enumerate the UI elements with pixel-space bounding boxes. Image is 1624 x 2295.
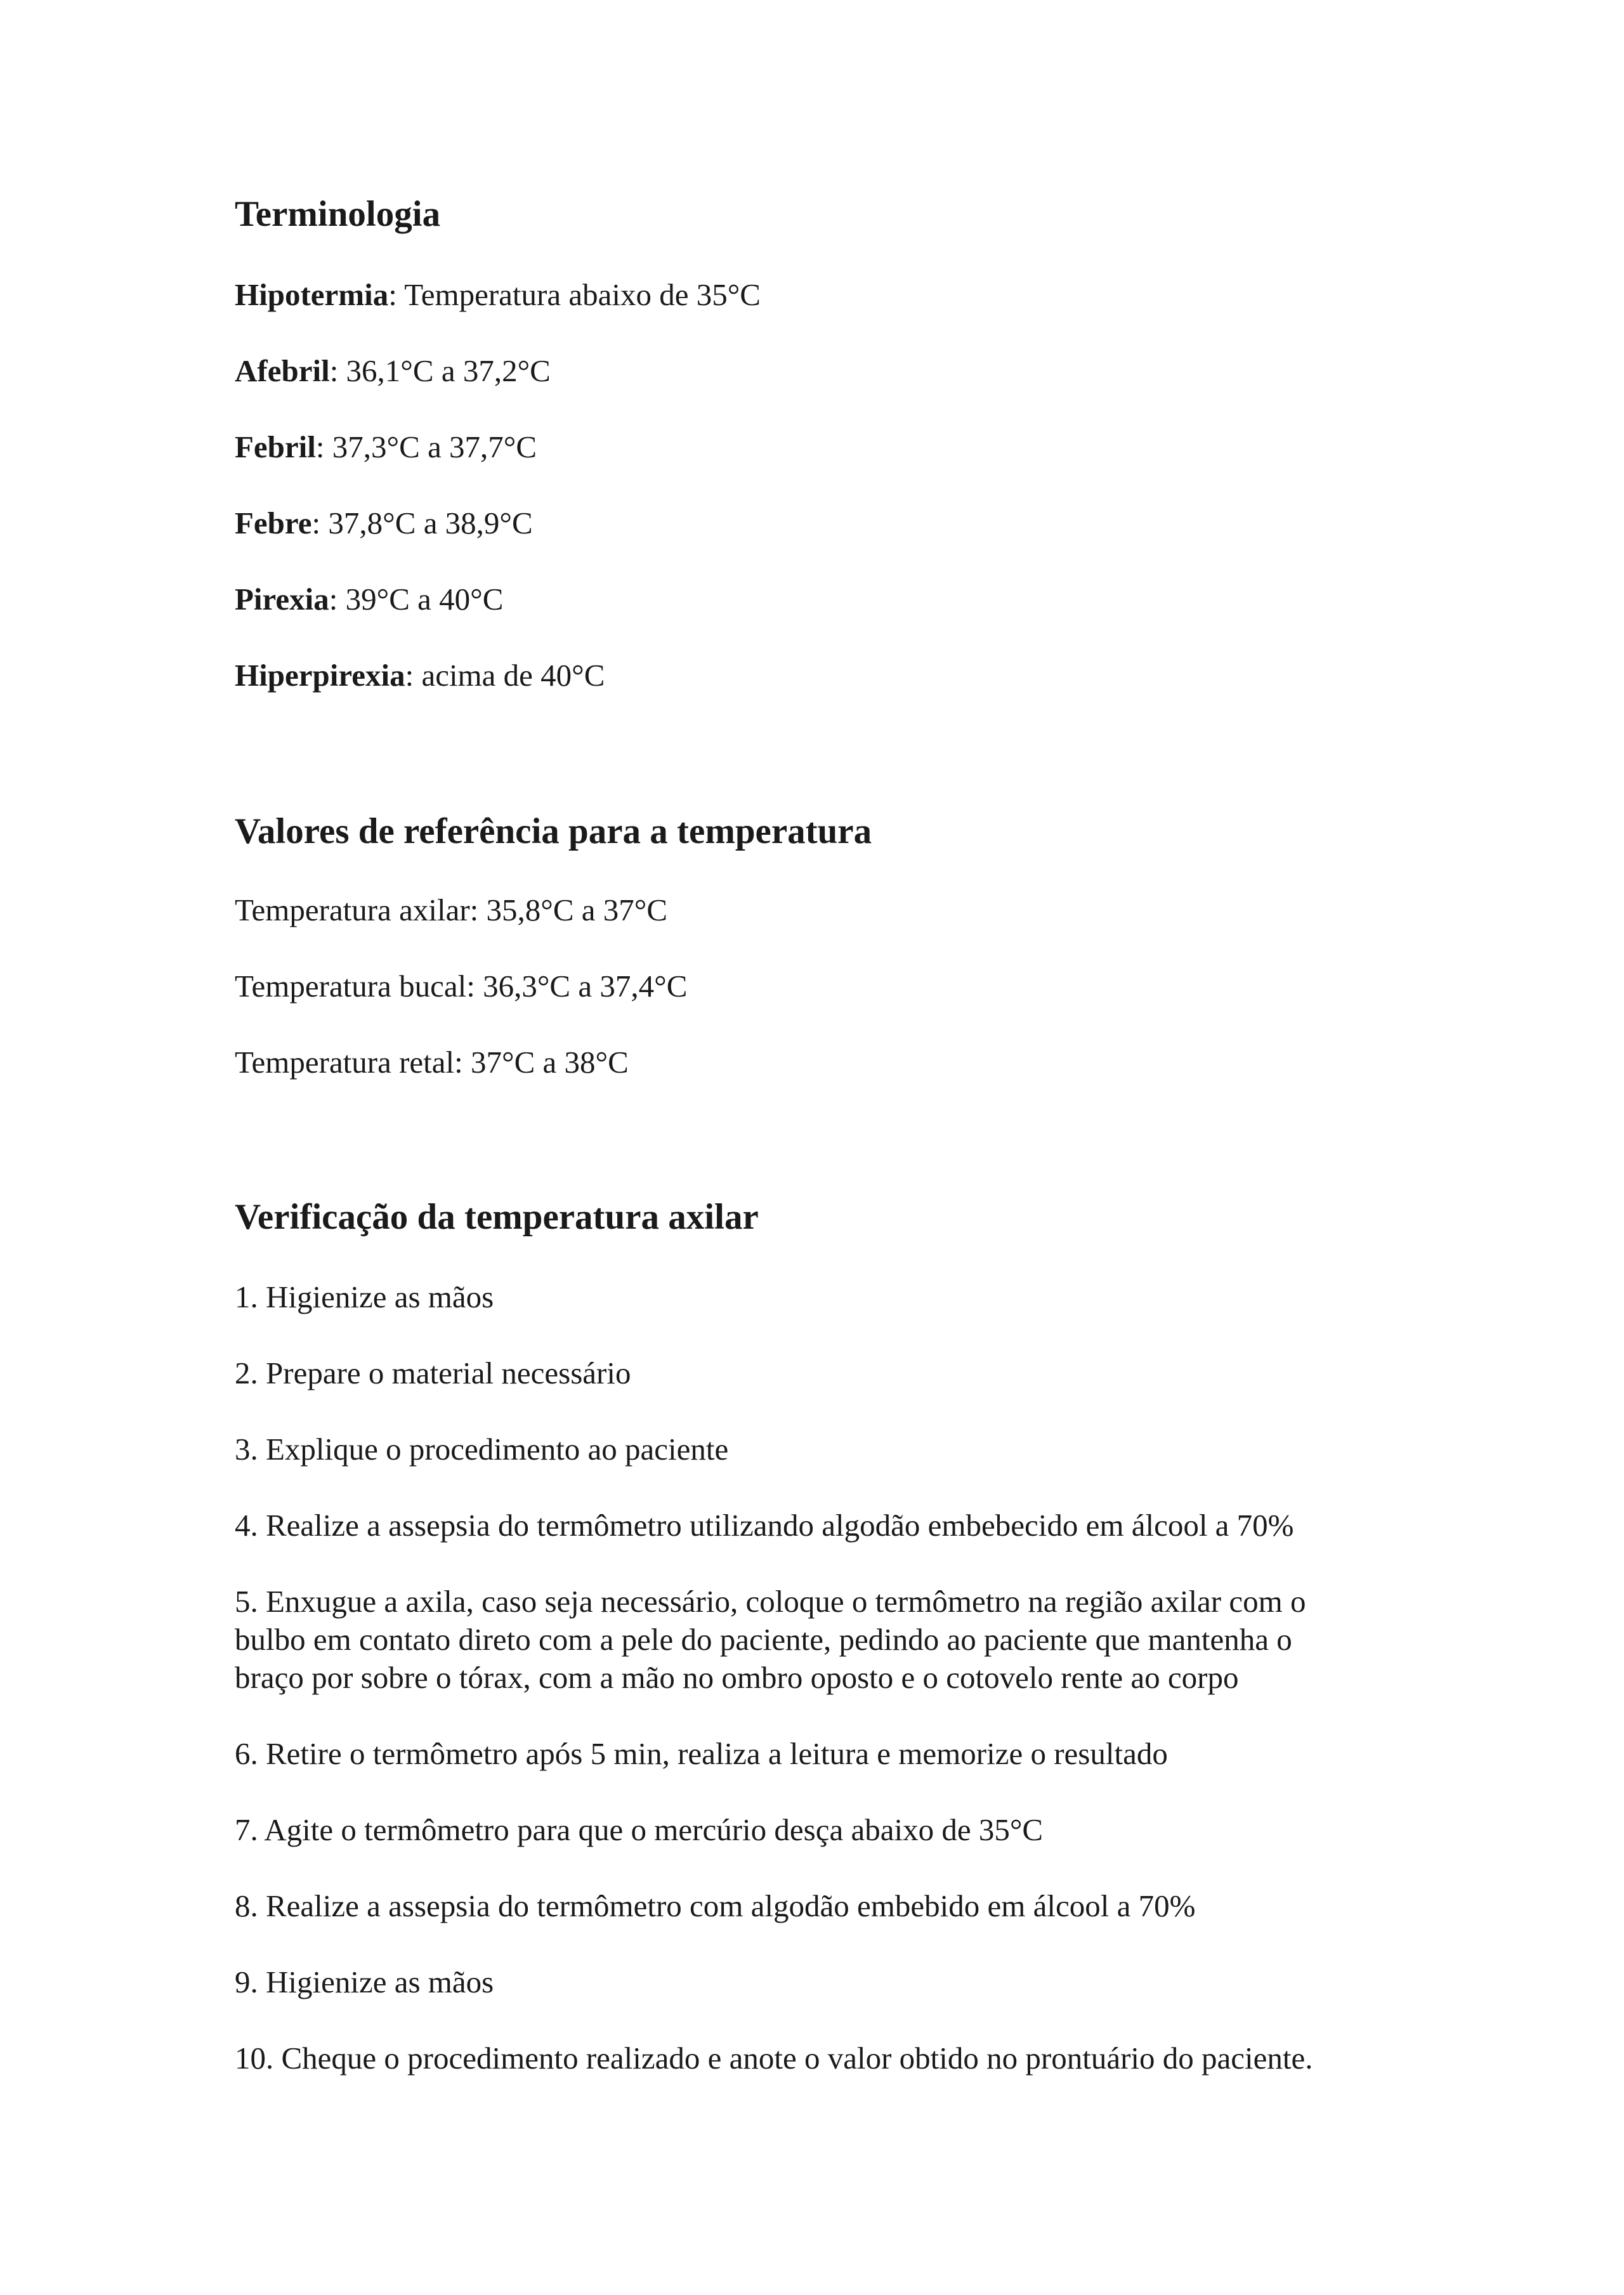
procedure-step-continuation: braço por sobre o tórax, com a mão no ombro oposto e o cotovelo rente ao corpo	[235, 1660, 1239, 1695]
term-label: Febril	[235, 429, 316, 464]
term-description: : 39°C a 40°C	[329, 582, 504, 617]
term-item-afebril	[235, 352, 1415, 390]
procedure-heading: Verificação da temperatura axilar	[235, 1197, 759, 1237]
procedure-step: 1. Higienize as mãos	[235, 1279, 494, 1314]
reference-item: Temperatura axilar: 35,8°C a 37°C	[235, 893, 668, 927]
procedure-step: 10. Cheque o procedimento realizado e anote o valor obtido no prontuário do paciente.	[235, 2041, 1313, 2076]
reference-item: Temperatura bucal: 36,3°C a 37,4°C	[235, 969, 688, 1004]
term-label: Febre	[235, 506, 312, 540]
procedure-step: 2. Prepare o material necessário	[235, 1356, 631, 1390]
reference-item: Temperatura retal: 37°C a 38°C	[235, 1045, 629, 1080]
term-description: : 37,8°C a 38,9°C	[311, 506, 533, 540]
term-label: Afebril	[235, 353, 330, 388]
term-item-pirexia	[235, 580, 1415, 618]
procedure-step: 7. Agite o termômetro para que o mercúrio desça abaixo de 35°C	[235, 1812, 1044, 1847]
procedure-step: 5. Enxugue a axila, caso seja necessário, coloque o termômetro na região axilar com o	[235, 1584, 1306, 1619]
term-description: : acima de 40°C	[405, 658, 605, 693]
procedure-step: 8. Realize a assepsia do termômetro com algodão embebido em álcool a 70%	[235, 1888, 1196, 1923]
term-item-hiperpirexia	[235, 657, 1415, 695]
reference-heading: Valores de referência para a temperatura	[235, 811, 872, 851]
procedure-step-continuation: bulbo em contato direto com a pele do paciente, pedindo ao paciente que mantenha o	[235, 1622, 1292, 1657]
term-item-febril	[235, 428, 1415, 466]
term-description: : 37,3°C a 37,7°C	[315, 429, 537, 464]
term-label: Pirexia	[235, 582, 329, 617]
procedure-step: 4. Realize a assepsia do termômetro utilizando algodão embebecido em álcool a 70%	[235, 1508, 1294, 1543]
term-item-febre	[235, 504, 1415, 542]
term-label: Hiperpirexia	[235, 658, 405, 693]
term-label: Hipotermia	[235, 277, 389, 312]
terminology-heading: Terminologia	[235, 194, 441, 234]
procedure-step: 3. Explique o procedimento ao paciente	[235, 1432, 729, 1467]
procedure-step: 9. Higienize as mãos	[235, 1965, 494, 1999]
term-description: : 36,1°C a 37,2°C	[329, 353, 551, 388]
term-item-hipotermia	[235, 276, 1415, 314]
term-description: : Temperatura abaixo de 35°C	[388, 277, 761, 312]
procedure-step: 6. Retire o termômetro após 5 min, realiza a leitura e memorize o resultado	[235, 1736, 1168, 1771]
